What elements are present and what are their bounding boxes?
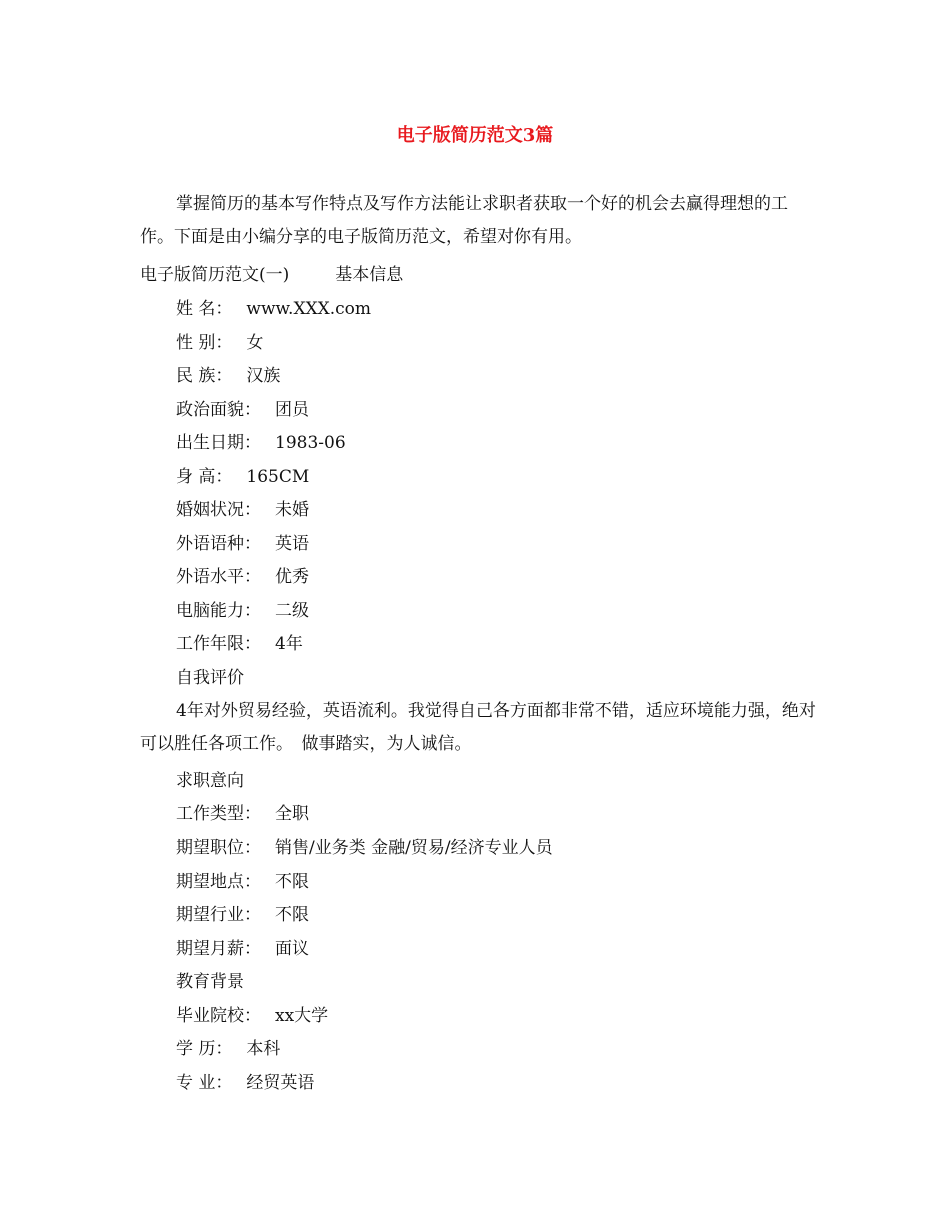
education-degree — [176, 1037, 280, 1061]
education-major — [176, 1071, 314, 1095]
education-school — [176, 1004, 328, 1028]
field-value: 不限 — [275, 905, 309, 925]
field-computer-skill — [176, 599, 309, 623]
intent-job-type — [176, 802, 309, 826]
field-value: www.XXX.com — [246, 299, 372, 319]
intent-heading: 求职意向 — [176, 771, 244, 791]
field-value: 英语 — [275, 534, 309, 554]
field-label: 民 族： — [176, 366, 233, 386]
field-label: 婚姻状况： — [176, 500, 261, 520]
field-political-status — [176, 398, 309, 422]
field-value: 1983-06 — [275, 433, 346, 453]
field-label: 毕业院校： — [176, 1006, 261, 1026]
document-title: 电子版简历范文3篇 — [396, 125, 554, 146]
field-value: 4年 — [275, 634, 303, 654]
field-label: 工作年限： — [176, 634, 261, 654]
field-label: 专 业： — [176, 1073, 233, 1093]
field-label: 身 高： — [176, 467, 233, 487]
field-value: 汉族 — [246, 366, 281, 386]
intent-position — [176, 836, 553, 860]
self-eval-heading: 自我评价 — [176, 668, 244, 688]
field-label: 政治面貌： — [176, 400, 261, 420]
field-value: 经贸英语 — [246, 1073, 315, 1093]
field-value: 销售/业务类 金融/贸易/经济专业人员 — [275, 838, 553, 858]
field-label: 性 别： — [176, 333, 233, 353]
field-label: 工作类型： — [176, 804, 261, 824]
self-eval-text: 4年对外贸易经验，英语流利。我觉得自己各方面都非常不错，适应环境能力强，绝对可以胜任各项工作。 做事踏实，为人诚信。 — [140, 701, 816, 754]
field-label: 出生日期： — [176, 433, 261, 453]
section-subtitle: 基本信息 — [335, 265, 404, 285]
field-birth-date — [176, 431, 346, 455]
field-value: 面议 — [275, 939, 309, 959]
section-heading — [140, 263, 403, 287]
field-label: 电脑能力： — [176, 601, 261, 621]
field-label: 外语语种： — [176, 534, 261, 554]
field-label: 外语水平： — [176, 567, 261, 587]
intent-location — [176, 870, 309, 894]
field-label: 学 历： — [176, 1039, 233, 1059]
field-label: 期望行业： — [176, 905, 261, 925]
education-heading: 教育背景 — [176, 972, 244, 992]
field-value: 优秀 — [275, 567, 309, 587]
intent-salary — [176, 937, 309, 961]
intent-industry — [176, 903, 309, 927]
field-name — [176, 297, 371, 321]
field-value: 二级 — [275, 601, 309, 621]
field-foreign-language — [176, 532, 309, 556]
field-ethnicity — [176, 364, 280, 388]
field-marital-status — [176, 498, 309, 522]
field-value: xx大学 — [275, 1006, 329, 1026]
field-work-years — [176, 632, 303, 656]
field-label: 期望地点： — [176, 872, 261, 892]
field-language-level — [176, 565, 309, 589]
field-label: 期望职位： — [176, 838, 261, 858]
field-value: 女 — [246, 333, 264, 353]
field-height — [176, 465, 309, 489]
field-label: 姓 名： — [176, 299, 233, 319]
field-label: 期望月薪： — [176, 939, 261, 959]
field-value: 165CM — [246, 467, 310, 487]
field-value: 本科 — [246, 1039, 281, 1059]
section-title: 电子版简历范文(一) — [140, 265, 290, 285]
field-value: 不限 — [275, 872, 309, 892]
field-value: 全职 — [275, 804, 309, 824]
field-value: 未婚 — [275, 500, 309, 520]
field-value: 团员 — [275, 400, 309, 420]
field-gender — [176, 331, 263, 355]
intro-paragraph: 掌握简历的基本写作特点及写作方法能让求职者获取一个好的机会去赢得理想的工作。下面是由小编分享的电子版简历范文，希望对你有用。 — [140, 194, 788, 247]
